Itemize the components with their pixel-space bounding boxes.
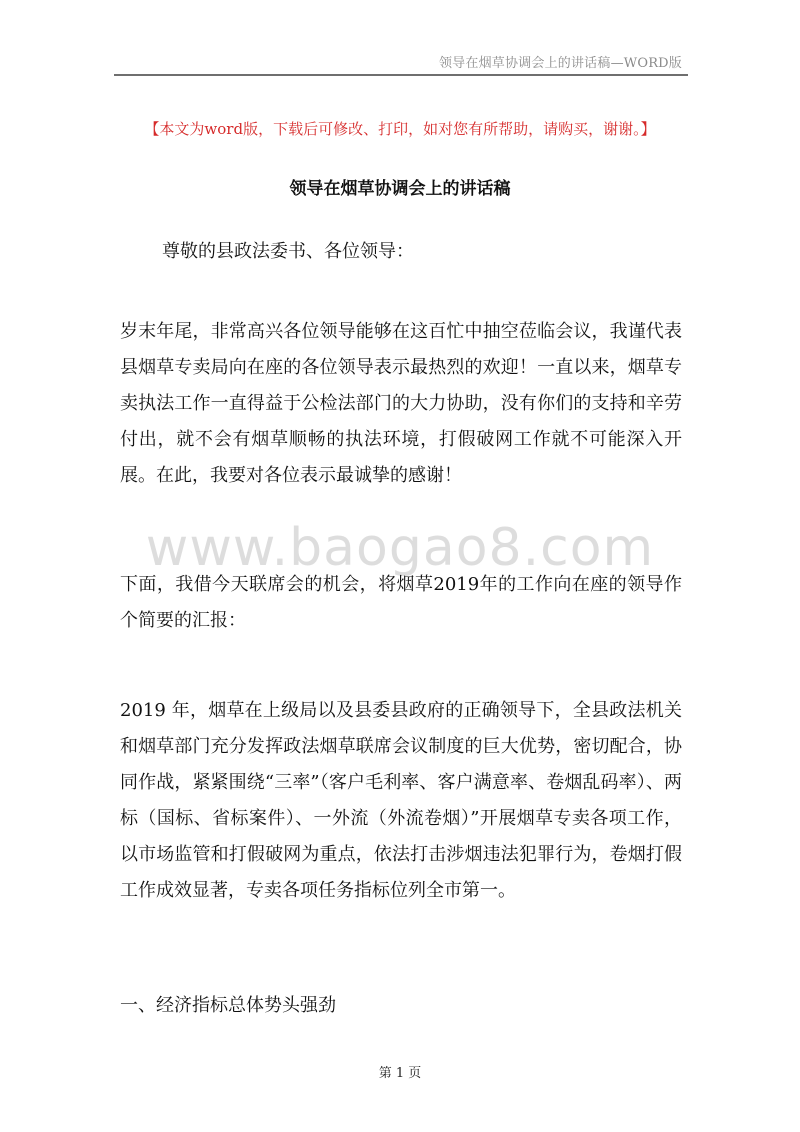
paragraph-opening: 岁末年尾，非常高兴各位领导能够在这百忙中抽空莅临会议，我谨代表县烟草专卖局向在座的各位领导表示最热烈的欢迎！一直以来，烟草专卖执法工作一直得益于公检法部门的大力协助，没有你们的支持和辛劳付出，就不会有烟草顺畅的执法环境，打假破网工作就不可能深入开展。在此，我要对各位表示最诚挚的感谢！ — [120, 321, 682, 486]
site-watermark: www.baogao8.com — [145, 518, 655, 578]
download-notice: 【本文为word版，下载后可修改、打印，如对您有所帮助，请购买，谢谢。】 — [144, 120, 656, 138]
paragraph-introduction: 下面，我借今天联席会的机会，将烟草2019年的工作向在座的领导作个简要的汇报： — [120, 574, 682, 631]
header-divider — [114, 74, 688, 76]
page-header: 领导在烟草协调会上的讲话稿—WORD版 — [438, 56, 682, 71]
paragraph-summary: 2019 年，烟草在上级局以及县委县政府的正确领导下，全县政法机关和烟草部门充分发挥政法烟草联席会议制度的巨大优势，密切配合，协同作战，紧紧围绕“三率”（客户毛利率、客户满意率、卷烟乱码率）、两标（国标、省标案件）、一外流（外流卷烟）”开展烟草专卖各项工作，以市场监管和打假破网为重点，依法打击涉烟违法犯罪行为，卷烟打假工作成效显著，专卖各项任务指标位列全市第一。 — [120, 700, 682, 901]
page-number: 第 1 页 — [378, 1066, 422, 1081]
salutation: 尊敬的县政法委书、各位领导： — [162, 241, 414, 262]
document-title: 领导在烟草协调会上的讲话稿 — [289, 179, 511, 199]
section-heading: 一、经济指标总体势头强劲 — [120, 995, 336, 1016]
